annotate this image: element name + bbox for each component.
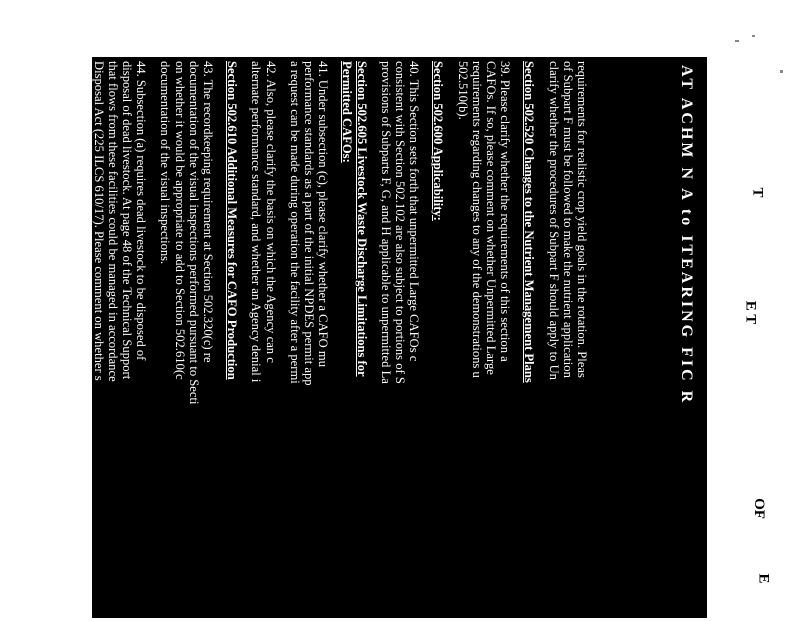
text-line: 41. Under subsection (c), please clarify whether a CAFO mu [316, 61, 331, 368]
text-line: 43. The recordkeeping requirement at Section 502.320(c) re [200, 61, 215, 363]
page-mark: 7 [696, 486, 711, 493]
text-line: a request can be made during operation the facility after a permi [287, 61, 302, 384]
text-line: CAFOs. If so, please comment on whether Unpermitted Large [483, 61, 498, 375]
paragraph-gap [29, 61, 39, 621]
section-heading: Section 502.615 Nutrient transport Potential: [38, 61, 53, 304]
paragraph-gap [512, 61, 522, 621]
text-line: documentation of the visual inspections. [158, 61, 173, 265]
text-line: disposal of dead livestock. At page 48 of the Technical Support [119, 61, 134, 380]
text-line: consistent with Section 502.102 are also subject to portions of S [392, 61, 407, 384]
text-line: requirements for realistic crop yield goals in the rotation. Pleas [575, 61, 589, 378]
text-line: alternate performance standard, and whether an Agency denial i [249, 61, 264, 383]
scan-speck [735, 40, 739, 42]
text-line: on whether it would be appropriate to add to Section 502.610(c [172, 61, 187, 380]
text-line: 42. Also, please clarify the basis on which the Agency can c [263, 61, 278, 363]
paragraph-gap [53, 61, 63, 621]
text-line: provisions of Subparts F, G, and H applicable to unpermitted La [378, 61, 393, 384]
section-heading: Section 502.600 Applicability: [431, 61, 446, 221]
text-line: requirements regarding changes to any of the demonstrations u [469, 61, 484, 378]
text-line: 44. Subsection (a) requires dead livestock to be disposed of [134, 61, 149, 361]
text-line: 45. Please clarify whether "[s]oil test phosphorus" at subsec [14, 61, 29, 363]
text-line: livestock to be managed in accordance with the Dead Animal D [63, 61, 78, 383]
paragraph-gap [330, 61, 340, 621]
text-line: clarify whether the procedures of Subpart F should apply to Un [546, 61, 561, 380]
text-line: 502.510(b). [455, 61, 470, 120]
ghost-letter: OF [750, 498, 767, 519]
paragraph-gap [215, 61, 225, 621]
paragraph-gap [421, 61, 431, 621]
text-line: 39. Please clarify whether the requirements of this section a [498, 61, 513, 362]
ghost-letter: T [749, 187, 766, 198]
paragraph-gap [278, 61, 288, 621]
ghost-letter: E [755, 573, 772, 584]
paragraph-gap [536, 61, 546, 621]
text-line: to require disposal of dead livestock and flows from facilities us [77, 61, 92, 385]
ghost-letter: E T [742, 300, 759, 325]
scan-speck [752, 35, 755, 37]
document-body [0, 61, 589, 621]
text-line: phosphorus content. If it does not, please explain what that facto [0, 61, 15, 386]
section-heading: Permitted CAFOs: [340, 61, 355, 163]
text-line: Disposal Act (225 ILCS 610/17). Please comment on whether s [91, 61, 106, 381]
section-heading: Section 502.520 Changes to the Nutrient Management Plans [522, 61, 537, 383]
text-line: documentation of the visual inspections performed pursuant to Secti [186, 61, 201, 405]
text-line: performance standards as a part of the initial NPDES permit app [301, 61, 316, 386]
header-title: AT ACHM N A to ITEARING FIC R [678, 65, 695, 406]
paragraph-gap [369, 61, 379, 621]
rotated-document [0, 57, 707, 618]
text-line: of Subpart F must be followed to make the nutrient application [560, 61, 575, 378]
paragraph-gap [445, 61, 455, 621]
document-header [611, 57, 707, 618]
text-line: 40. This Section sets forth that unpermitted Large CAFOs c [407, 61, 422, 362]
section-heading: Section 502.605 Livestock Waste Discharge Limitations for [354, 61, 369, 377]
scan-speck [780, 70, 783, 73]
paragraph-gap [148, 61, 158, 621]
section-heading: Section 502.610 Additional Measures for CAFO Production [225, 61, 240, 380]
text-line: that flows from these facilities could be managed in accordance [105, 61, 120, 382]
paragraph-gap [239, 61, 249, 621]
